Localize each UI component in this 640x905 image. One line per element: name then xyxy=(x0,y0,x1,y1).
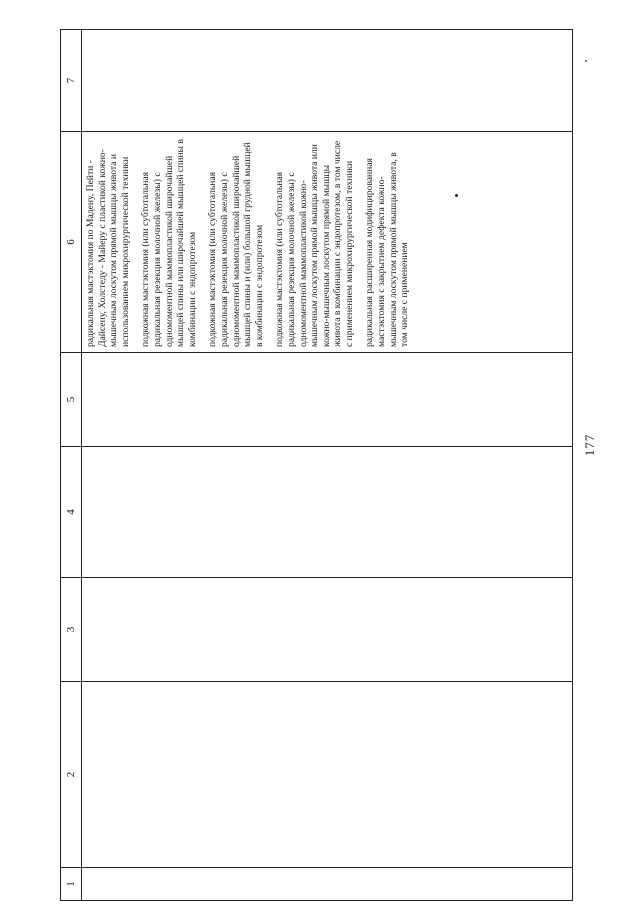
col-number-3: 3 xyxy=(61,578,82,682)
cell-col1 xyxy=(82,868,573,901)
col-number-2: 2 xyxy=(61,682,82,868)
col-number-4: 4 xyxy=(61,447,82,578)
procedures-table xyxy=(60,29,573,901)
scan-speck xyxy=(585,60,587,62)
treatment-entry: подкожная мастэктомия (или субтотальная радикальная резекция молочной железы) с одномоментной маммопластикой широчайшей мышцей спины и (или) большой грудной мышцей в комбинации с эндопротезом xyxy=(207,142,265,347)
col-number-7: 7 xyxy=(61,30,82,132)
scan-dot xyxy=(455,194,458,197)
cell-col3 xyxy=(82,578,573,682)
cell-col7 xyxy=(82,30,573,132)
cell-col6-treatment-methods xyxy=(82,132,573,353)
column-number-row xyxy=(61,30,82,901)
cell-col4 xyxy=(82,447,573,578)
content-row xyxy=(82,30,573,901)
col-number-6: 6 xyxy=(61,132,82,353)
col-number-1: 1 xyxy=(61,868,82,901)
treatment-entry: подкожная мастэктомия (или субтотальная радикальная резекция молочной железы) с одномоментной маммопластикой широчайшей мышцей спины или широчайшей мышцей спины в комбинации с эндопротезом xyxy=(140,139,198,347)
col-number-5: 5 xyxy=(61,353,82,447)
treatment-entry: радикальная мастэктомия по Мадену, Пейти - Дайсену, Холстеду - Майеру с пластикой кожно-мышечным лоскутом прямой мышцы живота и использованием микрохирургической техники xyxy=(85,149,131,347)
treatment-entry: подкожная мастэктомия (или субтотальная радикальная резекция молочной железы) с одномоментной маммопластикой кожно-мышечным лоскутом прямой мышцы живота или кожно-мышечным лоскутом прямой мышцы живота в комбинации с эндопротезом, в том числе с применением микрохирургической техники xyxy=(274,140,355,347)
page-number: 177 xyxy=(582,433,597,457)
cell-col2 xyxy=(82,682,573,868)
cell-col5 xyxy=(82,353,573,447)
treatment-entry: радикальная расширенная модифицированная мастэктомия с закрытием дефекта кожно-мышечным лоскутом прямой мышцы живота, в том числе с применением xyxy=(364,152,411,347)
